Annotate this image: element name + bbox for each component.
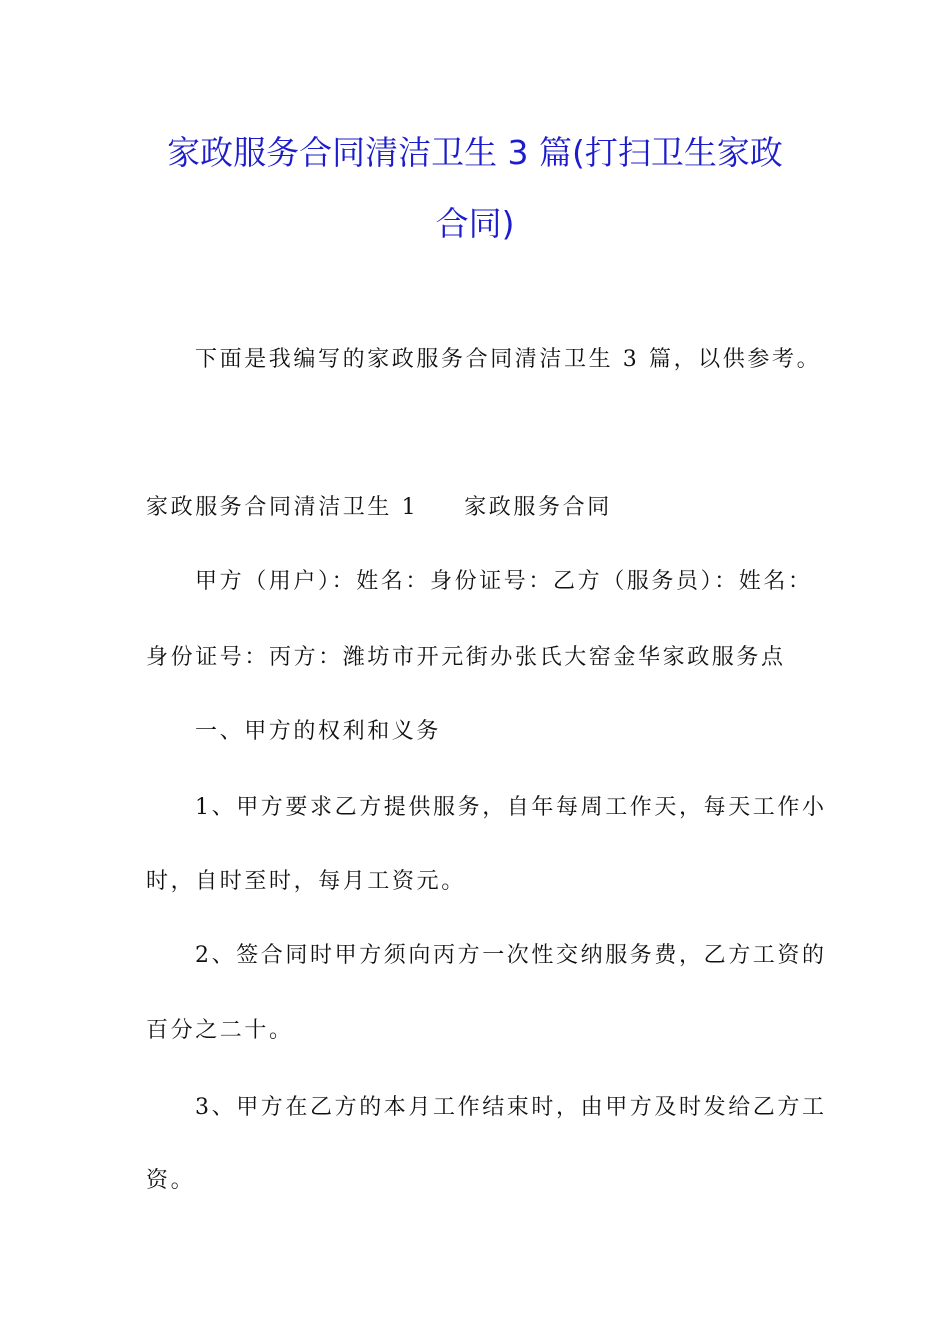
clause-3-line-2: 资。 — [146, 1168, 196, 1193]
clause-1-line-2: 时，自时至时，每月工资元。 — [146, 869, 466, 894]
section-heading — [146, 497, 612, 519]
party-line-1: 甲方（用户）：姓名：身份证号：乙方（服务员）：姓名： — [195, 569, 813, 594]
party-line-2: 身份证号：丙方：潍坊市开元街办张氏大窑金华家政服务点 — [146, 645, 786, 670]
intro-paragraph: 下面是我编写的家政服务合同清洁卫生 3 篇，以供参考。 — [195, 347, 822, 372]
clause-3-line-1: 3、甲方在乙方的本月工作结束时，由甲方及时发给乙方工 — [195, 1095, 827, 1120]
document-title-line-1: 家政服务合同清洁卫生 3 篇(打扫卫生家政 — [167, 133, 783, 172]
section-heading-right: 家政服务合同 — [464, 495, 612, 520]
section-heading-left: 家政服务合同清洁卫生 1 — [146, 495, 419, 520]
clause-2-line-1: 2、签合同时甲方须向丙方一次性交纳服务费，乙方工资的 — [195, 943, 827, 968]
document-title-line-2: 合同) — [435, 204, 515, 243]
clause-2-line-2: 百分之二十。 — [146, 1018, 294, 1043]
clause-1-line-1: 1、甲方要求乙方提供服务，自年每周工作天，每天工作小 — [195, 795, 827, 820]
clause-heading-1: 一、甲方的权利和义务 — [195, 719, 442, 744]
